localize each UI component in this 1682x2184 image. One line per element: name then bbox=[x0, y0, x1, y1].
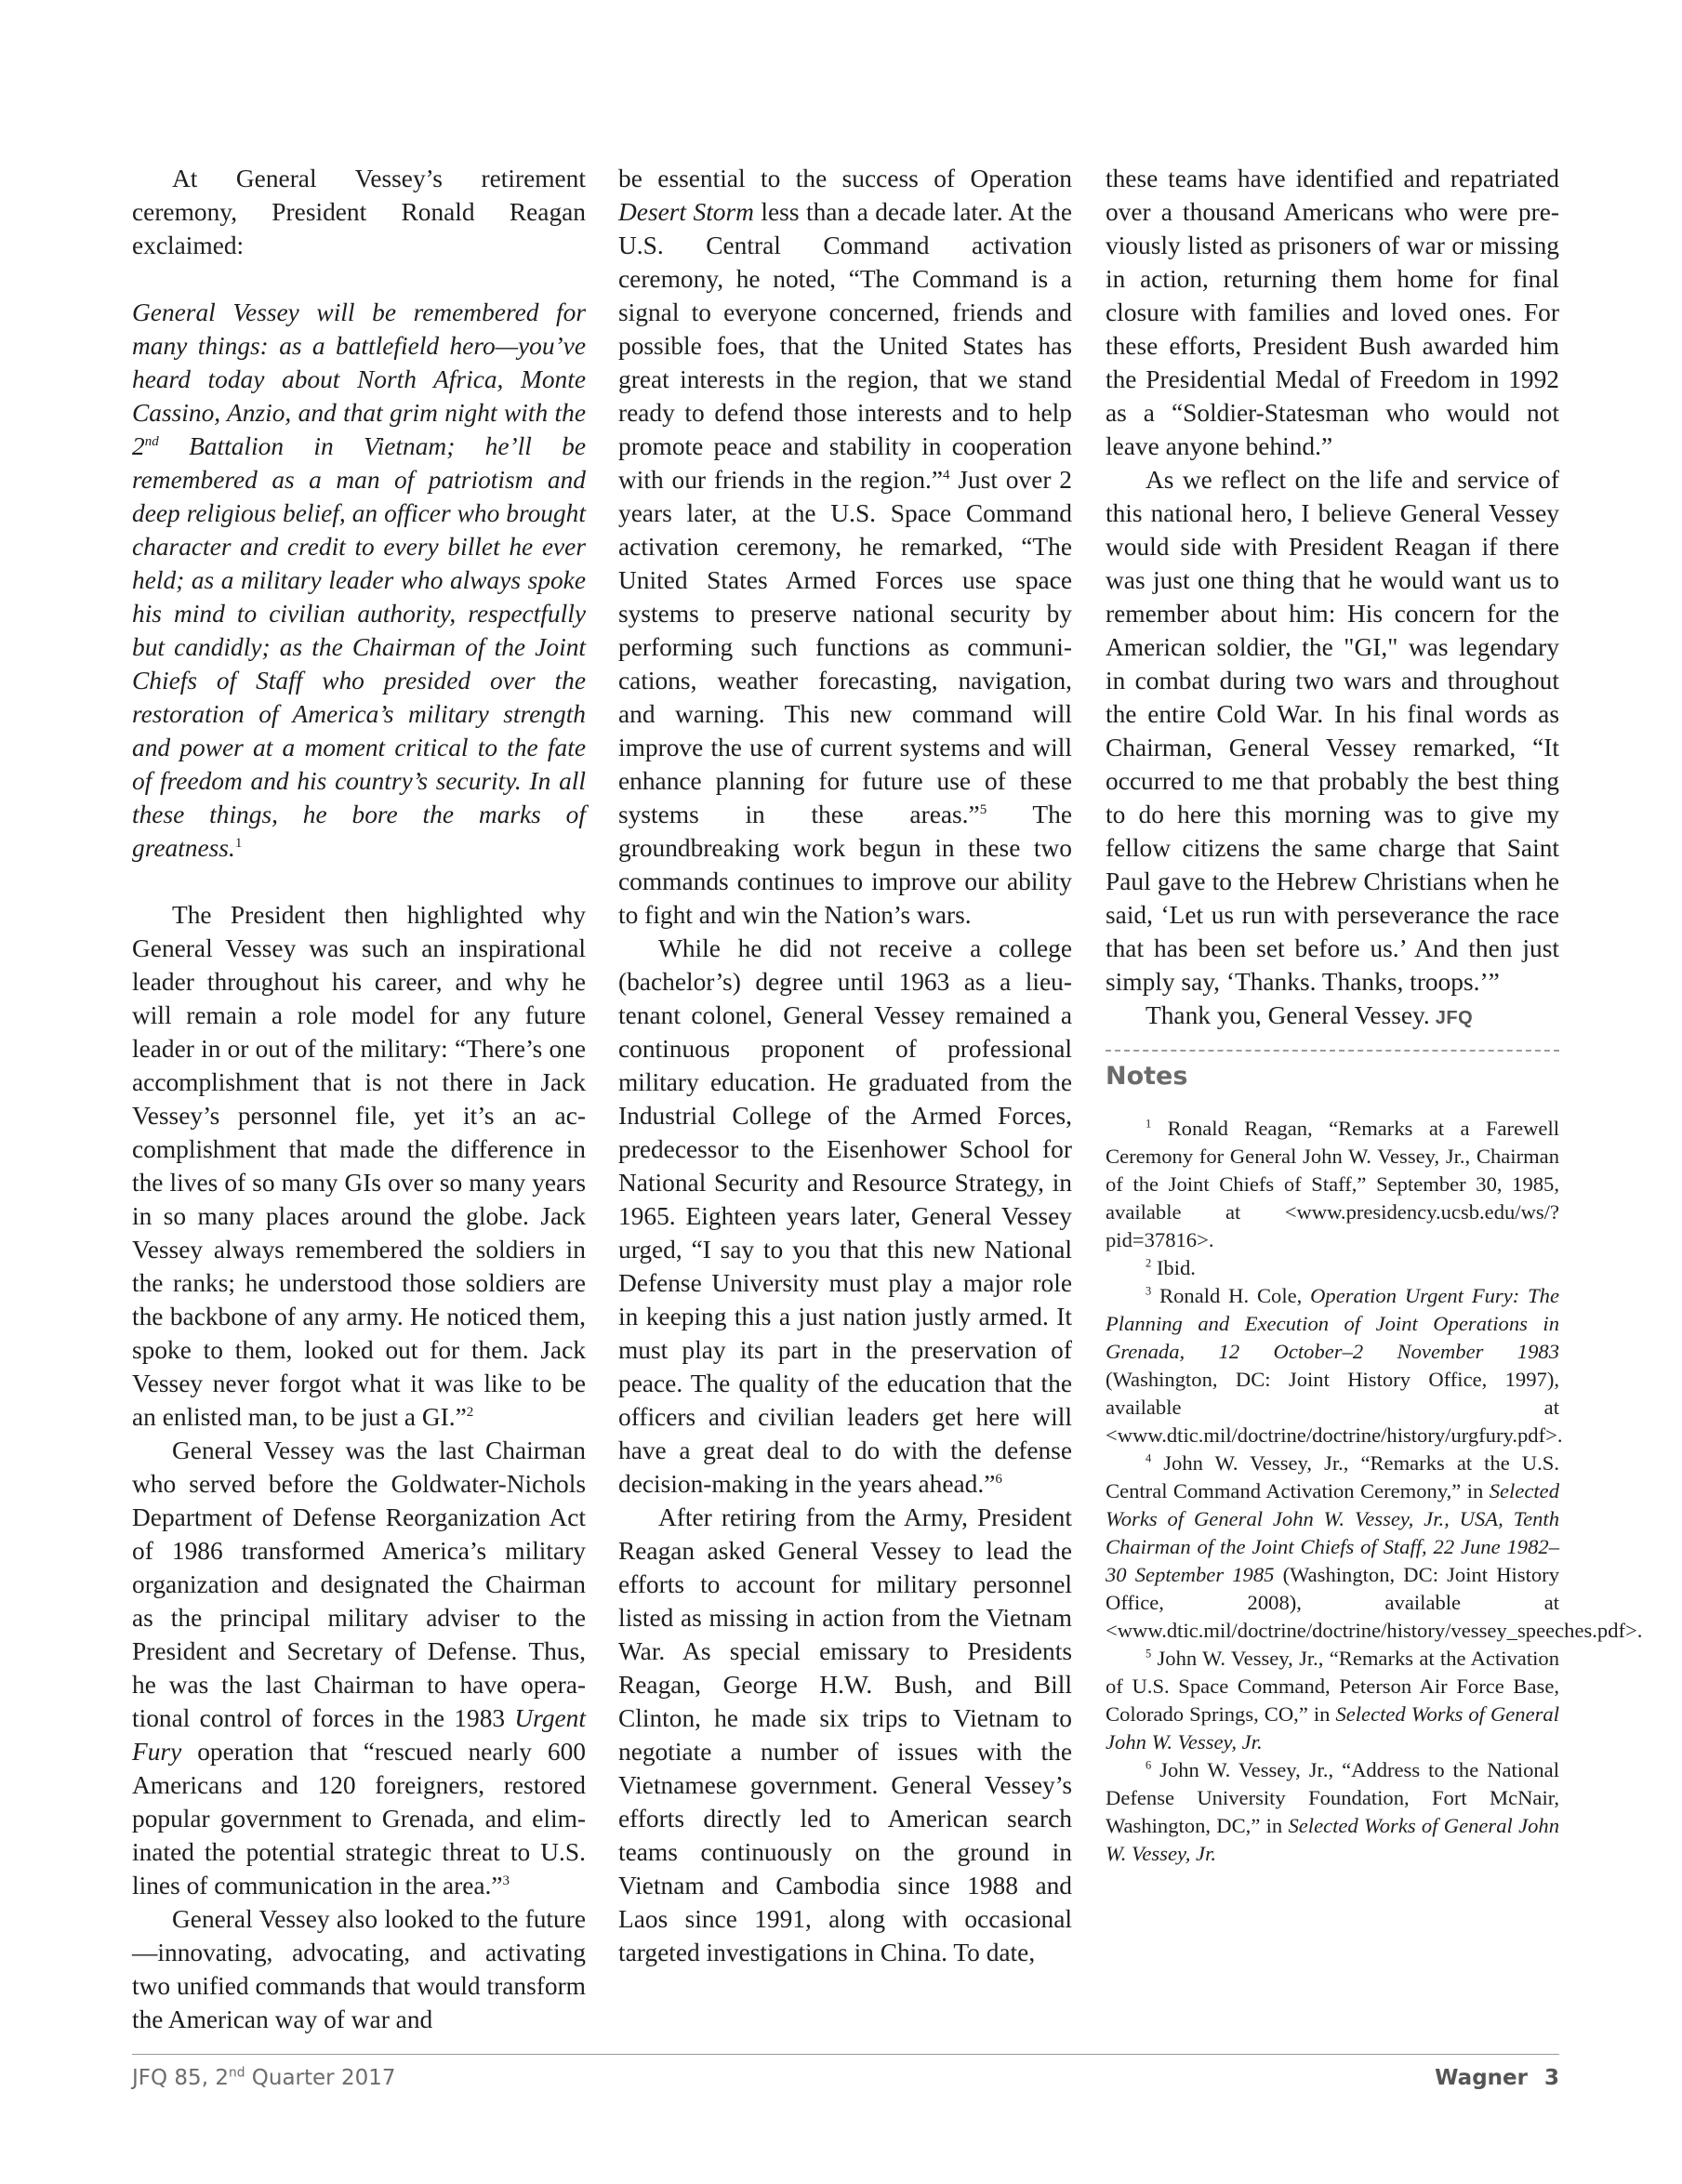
paragraph: As we reflect on the life and service of this national hero, I believe General Vessey would side with President Reagan if there was just one thing that he would want us to remember about him: His concern for the American soldier, the "GI," was legendary in combat during two wars and throughout the entire Cold War. In his final words as Chairman, General Vessey remarked, “It occurred to me that probably the best thing to do here this morning was to give my fellow citizens the same charge that Saint Paul gave to the Hebrew Christians when he said, ‘Let us run with perseverance the race that has been set before us.’ And then just simply say, ‘Thanks. Thanks, troops.’” bbox=[1106, 466, 1559, 996]
footnote-ref[interactable]: 5 bbox=[979, 801, 987, 817]
footnote-ref[interactable]: 6 bbox=[995, 1471, 1002, 1487]
paragraph: General Vessey also looked to the future—innovating, advocating, and activating two unified commands that would transform the American way of war and bbox=[132, 1905, 586, 2033]
note-4: $^4$ John W. Vessey, Jr., “Remarks at the U.S. Central Command Activation Ceremony,” in Selected Works of General John W. Vessey, Jr., USA, Tenth Chairman of the Joint Chiefs of Staff, 22 June 1982–30 September 1985 (Washington, DC: Joint History Office, 2008), available at <www.dtic.mil/doctrine/doctrine/history/vessey_speeches.pdf>. bbox=[1106, 1451, 1643, 1642]
page-number: 3 bbox=[1543, 2066, 1559, 2090]
note-2: $^2$ Ibid. bbox=[1146, 1256, 1196, 1279]
footer-issue: JFQ 85, 2nd Quarter 2017 bbox=[132, 2065, 396, 2090]
column-2 bbox=[618, 162, 1072, 1969]
paragraph: At General Vessey’s retirement ceremony, President Ronald Reagan exclaimed: bbox=[132, 165, 586, 259]
notes-heading: Notes bbox=[1106, 1062, 1188, 1091]
notes-divider bbox=[1106, 1050, 1559, 1052]
footnote-ref[interactable]: 3 bbox=[502, 1873, 510, 1888]
paragraph: General Vessey was the last Chairman who served before the Goldwater-Nichols Department of Defense Reorganization Act of 1986 transformed America’s military organization and designated the Chairman as the principal military adviser to the President and Secretary of Defense. Thus, he was the last Chairman to have operational control of forces in the 1983 Urgent Fury operation that “rescued nearly 600 Americans and 120 foreigners, restored popular government to Grenada, and eliminated the potential strategic threat to U.S. lines of communication in the area.”$^3$ bbox=[132, 1436, 586, 1899]
reagan-quote: General Vessey will be remembered for many things: as a battlefield hero—you’ve heard today about North Africa, Monte Cassino, Anzio, and that grim night with the 2nd Battalion in Vietnam; he’ll be remembered as a man of patriotism and deep religious belief, an officer who brought character and credit to every billet he ever held; as a military leader who always spoke his mind to civilian authority, respectfully but candidly; as the Chairman of the Joint Chiefs of Staff who presided over the restoration of America’s military strength and power at a moment critical to the fate of freedom and his country’s security. In all these things, he bore the marks of greatness.$^1$ bbox=[132, 298, 586, 862]
paragraph: After retiring from the Army, President Reagan asked General Vessey to lead the efforts to account for military personnel listed as missing in action from the Vietnam War. As special emissary to Presidents Reagan, George H.W. Bush, and Bill Clinton, he made six trips to Vietnam to negotiate a number of issues with the Vietnamese government. General Vessey’s efforts directly led to American search teams continuously on the ground in Vietnam and Cambodia since 1988 and Laos since 1991, along with occasional targeted investigations in China. To date, bbox=[618, 1503, 1072, 1966]
note-3: $^3$ Ronald H. Cole, Operation Urgent Fury: The Planning and Execution of Joint Operations in Grenada, 12 October–2 November 1983 (Washington, DC: Joint History Office, 1997), available at <www.dtic.mil/doctrine/doctrine/history/urgfury.pdf>. bbox=[1106, 1284, 1563, 1447]
running-author: Wagner bbox=[1435, 2066, 1528, 2090]
column-3 bbox=[1106, 162, 1643, 1868]
note-1: $^1$ Ronald Reagan, “Remarks at a Farewell Ceremony for General John W. Vessey, Jr., Chairman of the Joint Chiefs of Staff,” September 30, 1985, available at <www.presidency.ucsb.edu/ws/?pid=37816>. bbox=[1106, 1117, 1559, 1251]
footnote-ref[interactable]: 2 bbox=[466, 1404, 474, 1420]
footer-author-page bbox=[1435, 2066, 1559, 2090]
footnote-ref[interactable]: 4 bbox=[943, 467, 950, 483]
column-1 bbox=[132, 162, 586, 2036]
end-mark: JFQ bbox=[1435, 1008, 1474, 1028]
paragraph: While he did not receive a college (bachelor’s) degree until 1963 as a lieutenant colonel, General Vessey remained a continuous proponent of professional military education. He graduated from the Industrial College of the Armed Forces, predecessor to the Eisenhower School for National Security and Resource Strategy, in 1965. Eighteen years later, General Vessey urged, “I say to you that this new National Defense University must play a major role in keeping this a just nation justly armed. It must play its part in the preservation of peace. The quality of the education that the officers and civilian leaders get here will have a great deal to do with the defense decision-making in the years ahead.”$^6$ bbox=[618, 934, 1072, 1498]
paragraph: be essential to the success of Operation Desert Storm less than a decade later. At the U.S. Central Command activation ceremony, he noted, “The Command is a signal to everyone concerned, friends and possible foes, that the United States has great interests in the region, that we stand ready to defend those interests and to help promote peace and stability in cooperation with our friends in the region.”$^4$ Just over 2 years later, at the U.S. Space Command activation ceremony, he remarked, “The United States Armed Forces use space systems to preserve national security by performing such functions as communications, weather forecasting, navigation, and warning. This new command will improve the use of current systems and will enhance planning for future use of these systems in these areas.”$^5$ The groundbreaking work begun in these two commands continues to improve our ability to fight and win the Nation’s wars. bbox=[618, 165, 1073, 929]
footnote-ref[interactable]: 1 bbox=[234, 835, 243, 851]
paragraph: these teams have identified and repatriated over a thousand Americans who were previously listed as prisoners of war or missing in action, returning them home for final closure with families and loved ones. For these efforts, President Bush awarded him the Presidential Medal of Freedom in 1992 as a “Soldier-Statesman who would not leave anyone behind.” bbox=[1106, 165, 1559, 460]
note-5: $^5$ John W. Vessey, Jr., “Remarks at the Activation of U.S. Space Command, Peterson Air Force Base, Colorado Springs, CO,” in Selected Works of General John W. Vessey, Jr. bbox=[1106, 1647, 1559, 1754]
footer-rule bbox=[132, 2054, 1559, 2055]
paragraph: Thank you, General Vessey. JFQ bbox=[1146, 1001, 1474, 1029]
paragraph: The President then highlighted why General Vessey was such an inspirational leader throughout his career, and why he will remain a role model for any future leader in or out of the military: “There’s one accomplishment that is not there in Jack Vessey’s personnel file, yet it’s an accomplishment that made the difference in the lives of so many GIs over so many years in so many places around the globe. Jack Vessey always remembered the soldiers in the ranks; he understood those soldiers are the backbone of any army. He noticed them, spoke to them, looked out for them. Jack Vessey never forgot what it was like to be an enlisted man, to be just a GI.”$^2$ bbox=[132, 901, 586, 1431]
note-6: $^6$ John W. Vessey, Jr., “Address to the National Defense University Foundation, Fort McNair, Washington, DC,” in Selected Works of General John W. Vessey, Jr. bbox=[1106, 1758, 1559, 1865]
